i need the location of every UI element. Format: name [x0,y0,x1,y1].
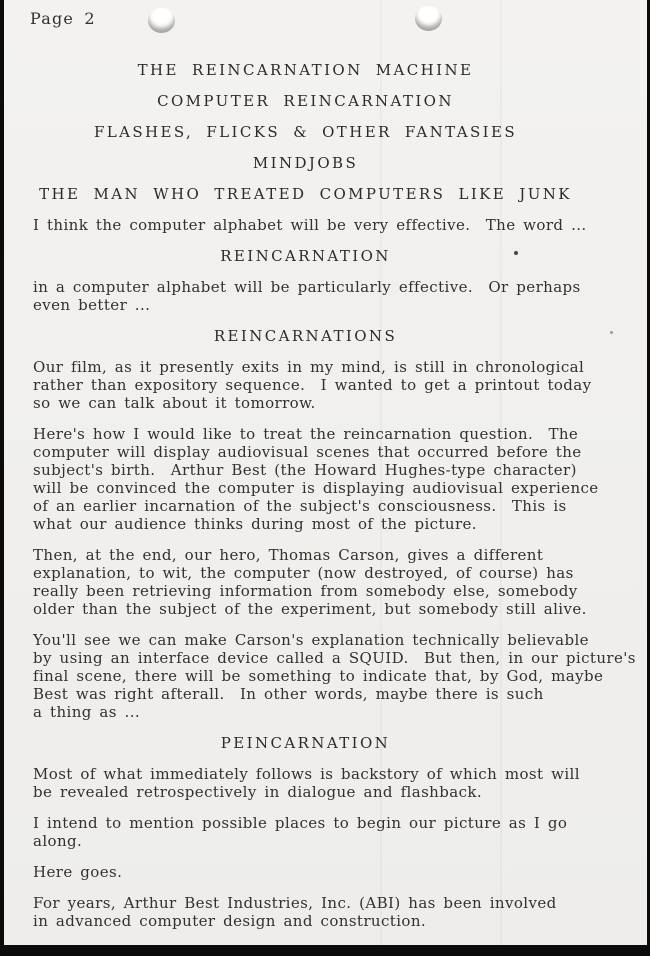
paragraph: I think the computer alphabet will be very effective. The word ... [33,216,587,234]
doc-heading: PEINCARNATION [220,734,391,752]
scan-artifact-dot [514,251,518,255]
doc-title-line: THE REINCARNATION MACHINE [137,61,474,79]
doc-title-line: FLASHES, FLICKS & OTHER FANTASIES [93,123,518,141]
paragraph: I intend to mention possible places to begin our picture as I go along. [33,814,568,850]
scan-edge-left [0,0,4,956]
doc-heading: REINCARNATIONS [213,327,398,345]
paragraph: Our film, as it presently exits in my mind, is still in chronological rather than expository sequence. I wanted to get a printout today so we can talk about it tomorrow. [33,358,592,412]
paragraph: Most of what immediately follows is backstory of which most will be revealed retrospectively in dialogue and flashback. [33,765,580,801]
punch-hole-right [415,6,442,31]
doc-title-line: MINDJOBS [252,154,359,172]
doc-heading: REINCARNATION [220,247,391,265]
scan-artifact-dot [610,331,613,334]
page-number: Page 2 [30,9,96,28]
doc-title-line: THE MAN WHO TREATED COMPUTERS LIKE JUNK [39,185,572,203]
paragraph: You'll see we can make Carson's explanation technically believable by using an interface device called a SQUID. But then, in our picture's final scene, there will be something to indicate that, by God, maybe Best was right afterall. In other words, maybe there is such a thing as ... [33,631,636,721]
punch-hole-left [148,8,175,33]
scan-edge-bottom [0,945,650,956]
paragraph: Here goes. [33,863,123,881]
doc-title-line: COMPUTER REINCARNATION [157,92,454,110]
paragraph: Then, at the end, our hero, Thomas Carson, gives a different explanation, to wit, the computer (now destroyed, of course) has really been retrieving information from somebody else, somebody older than the subject of the experiment, but somebody still alive. [33,546,587,618]
paragraph: in a computer alphabet will be particularly effective. Or perhaps even better ... [33,278,581,314]
paragraph: For years, Arthur Best Industries, Inc. (ABI) has been involved in advanced computer design and construction. [33,894,557,930]
document-body [33,61,636,943]
paragraph: Here's how I would like to treat the reincarnation question. The computer will display audiovisual scenes that occurred before the subject's birth. Arthur Best (the Howard Hughes-type character) will be convinced the computer is displaying audiovisual experience of an earlier incarnation of the subject's consciousness. This is what our audience thinks during most of the picture. [33,425,599,533]
